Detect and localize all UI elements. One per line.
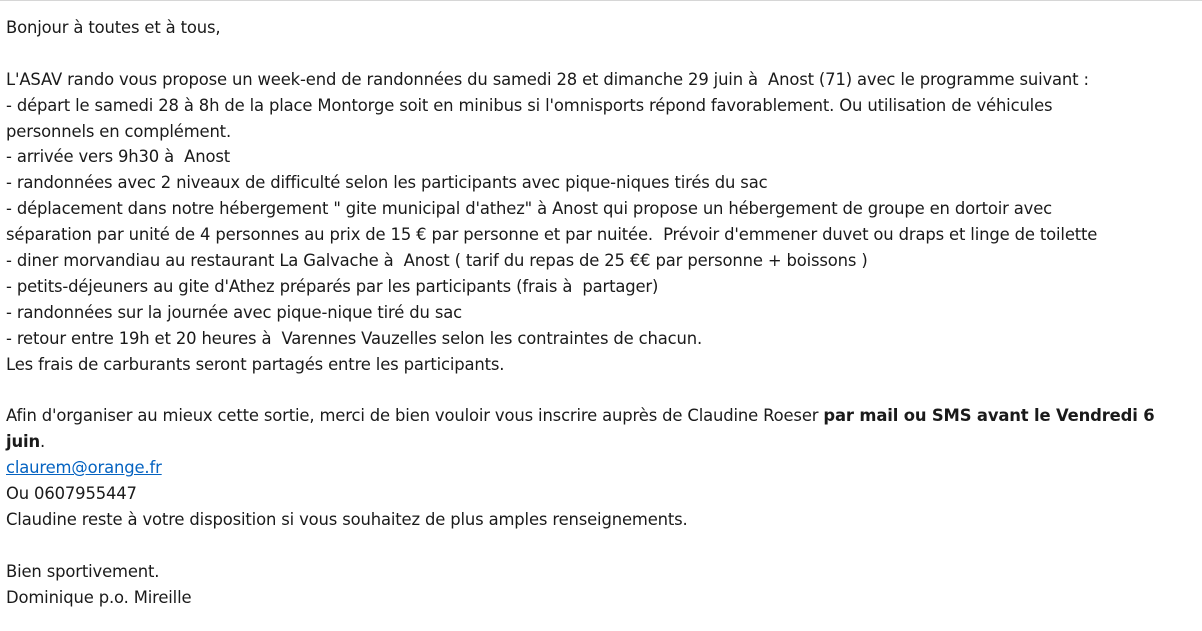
program-departure-line-2: personnels en complément. [6, 121, 232, 141]
program-lodging-line-1: - déplacement dans notre hébergement " gite municipal d'athez" à Anost qui propose un hébergement de groupe en dortoir avec [6, 199, 1053, 219]
closing-line: Bien sportivement. [6, 561, 160, 581]
registration-line-1 [6, 403, 1198, 429]
greeting-line: Bonjour à toutes et à tous, [6, 18, 221, 37]
registration-text: Afin d'organiser au mieux cette sortie, merci de bien vouloir vous inscrire auprès de Claudine Roeser [6, 406, 824, 426]
program-dinner: - diner morvandiau au restaurant La Galvache à Anost ( tarif du repas de 25 €€ par personne + boissons ) [6, 251, 868, 271]
email-message-body [6, 15, 1198, 610]
program-day-hike: - randonnées sur la journée avec pique-nique tiré du sac [6, 302, 462, 322]
blank-line [6, 41, 1198, 67]
program-lodging-line-2: séparation par unité de 4 personnes au prix de 15 € par personne et par nuitée. Prévoir d'emmener duvet ou draps et linge de toilette [6, 225, 1098, 245]
program-arrival: - arrivée vers 9h30 à Anost [6, 147, 231, 167]
program-hikes: - randonnées avec 2 niveaux de difficulté selon les participants avec pique-niques tirés du sac [6, 173, 768, 193]
blank-line [6, 533, 1198, 559]
program-breakfast: - petits-déjeuners au gite d'Athez préparés par les participants (frais à partager) [6, 276, 659, 296]
registration-end-punct: . [39, 432, 46, 452]
intro-line: L'ASAV rando vous propose un week-end de randonnées du samedi 28 et dimanche 29 juin à Anost (71) avec le programme suivant : [6, 69, 1089, 89]
program-departure-line-1: - départ le samedi 28 à 8h de la place Montorge soit en minibus si l'omnisports répond favorablement. Ou utilisation de véhicules [6, 95, 1053, 115]
blank-line [6, 377, 1198, 403]
email-link[interactable]: claurem@orange.fr [6, 458, 162, 478]
email-link-line [6, 455, 1198, 481]
program-return: - retour entre 19h et 20 heures à Varennes Vauzelles selon les contraintes de chacun. [6, 328, 703, 348]
registration-line-2 [6, 429, 1198, 455]
registration-deadline-emphasis: par mail ou SMS avant le Vendredi 6 [823, 406, 1155, 426]
registration-deadline-emphasis-end: juin [6, 432, 40, 452]
phone-line: Ou 0607955447 [6, 484, 137, 504]
fuel-costs-line: Les frais de carburants seront partagés entre les participants. [6, 354, 505, 374]
availability-line: Claudine reste à votre disposition si vous souhaitez de plus amples renseignements. [6, 509, 688, 529]
signature-line: Dominique p.o. Mireille [6, 587, 192, 607]
